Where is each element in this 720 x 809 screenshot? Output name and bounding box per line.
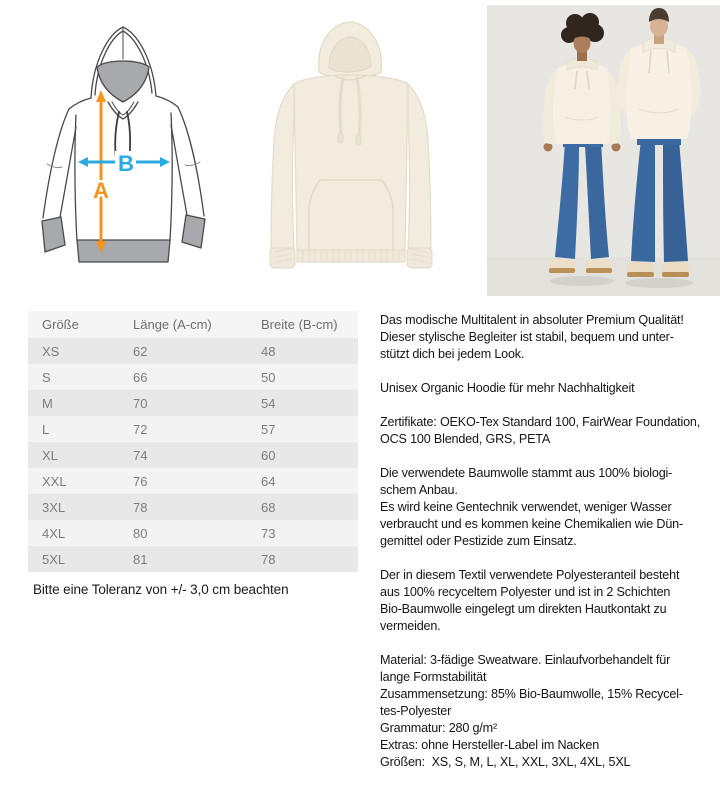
description-paragraph — [380, 312, 718, 363]
length-cell: 72 — [133, 421, 148, 437]
column-header: Größe — [42, 317, 79, 332]
width-cell: 64 — [261, 473, 276, 489]
description-paragraph — [380, 652, 718, 771]
width-cell: 50 — [261, 369, 276, 385]
description-line: Grammatur: 280 g/m² — [380, 721, 497, 735]
table-row — [28, 494, 358, 520]
length-cell: 70 — [133, 395, 148, 411]
width-cell: 54 — [261, 395, 276, 411]
length-cell: 78 — [133, 499, 148, 515]
models-wearing-hoodies — [487, 5, 720, 296]
description-line: aus 100% recyceltem Polyester und ist in 2 Schichten — [380, 585, 671, 599]
tolerance-note: Bitte eine Toleranz von +/- 3,0 cm beachten — [33, 582, 289, 597]
description-line: schem Anbau. — [380, 483, 458, 497]
product-photo-flat[interactable] — [237, 8, 465, 293]
table-row — [28, 416, 358, 442]
description-line: verbraucht und es kommen keine Chemikalien wie Dün- — [380, 517, 684, 531]
width-cell: 73 — [261, 525, 276, 541]
table-row — [28, 468, 358, 494]
description-line: OCS 100 Blended, GRS, PETA — [380, 432, 551, 446]
size-table — [28, 311, 358, 572]
table-row — [28, 390, 358, 416]
description-paragraph — [380, 414, 718, 448]
size-cell: XXL — [42, 473, 67, 489]
size-cell: 4XL — [42, 525, 66, 541]
table-row — [28, 338, 358, 364]
measure-arrow-a — [93, 90, 109, 253]
description-paragraph — [380, 380, 718, 397]
description-line: lange Formstabilität — [380, 670, 487, 684]
description-line: Größen: XS, S, M, L, XL, XXL, 3XL, 4XL, 5XL — [380, 755, 631, 769]
description-line: Zusammensetzung: 85% Bio-Baumwolle, 15% Recycel- — [380, 687, 683, 701]
description-line: Der in diesem Textil verwendete Polyesteranteil besteht — [380, 568, 680, 582]
length-cell: 81 — [133, 551, 148, 567]
width-cell: 48 — [261, 343, 276, 359]
table-row — [28, 520, 358, 546]
size-cell: 3XL — [42, 499, 66, 515]
length-cell: 74 — [133, 447, 148, 463]
product-photo-models[interactable] — [487, 5, 720, 296]
description-line: vermeiden. — [380, 619, 441, 633]
description-line: Die verwendete Baumwolle stammt aus 100% biologi- — [380, 466, 673, 480]
width-cell: 60 — [261, 447, 276, 463]
description-line: Material: 3-fädige Sweatware. Einlaufvorbehandelt für — [380, 653, 671, 667]
size-cell: M — [42, 395, 53, 411]
table-row — [28, 546, 358, 572]
table-row — [28, 364, 358, 390]
size-cell: S — [42, 369, 51, 385]
description-line: Es wird keine Gentechnik verwendet, weniger Wasser — [380, 500, 672, 514]
product-description — [380, 312, 718, 788]
size-cell: L — [42, 421, 50, 437]
size-cell: 5XL — [42, 551, 66, 567]
measure-b-label: B — [118, 151, 134, 176]
description-line: Das modische Multitalent in absoluter Premium Qualität! — [380, 313, 684, 327]
description-line: stützt dich bei jedem Look. — [380, 347, 525, 361]
measure-a-label: A — [93, 178, 109, 203]
description-line: Bio-Baumwolle eingelegt um direkten Hautkontakt zu — [380, 602, 667, 616]
width-cell: 78 — [261, 551, 276, 567]
description-line: tes-Polyester — [380, 704, 452, 718]
width-cell: 68 — [261, 499, 276, 515]
size-table-header-row — [28, 311, 358, 338]
description-paragraph — [380, 465, 718, 550]
column-header: Länge (A-cm) — [133, 317, 212, 332]
width-cell: 57 — [261, 421, 276, 437]
length-cell: 76 — [133, 473, 148, 489]
description-line: gemittel oder Pestizide zum Einsatz. — [380, 534, 577, 548]
length-cell: 62 — [133, 343, 148, 359]
description-line: Dieser stylische Begleiter ist stabil, bequem und unter- — [380, 330, 674, 344]
description-line: Zertifikate: OEKO-Tex Standard 100, FairWear Foundation, — [380, 415, 701, 429]
length-cell: 66 — [133, 369, 148, 385]
length-cell: 80 — [133, 525, 148, 541]
size-diagram-image[interactable] — [30, 12, 225, 290]
size-cell: XS — [42, 343, 60, 359]
table-row — [28, 442, 358, 468]
size-cell: XL — [42, 447, 58, 463]
cream-hoodie-flat — [237, 8, 465, 293]
size-table-body — [28, 338, 358, 572]
description-paragraph — [380, 567, 718, 635]
description-line: Extras: ohne Hersteller-Label im Nacken — [380, 738, 600, 752]
hoodie-line-drawing — [30, 12, 225, 290]
measure-arrow-b — [78, 151, 170, 176]
column-header: Breite (B-cm) — [261, 317, 338, 332]
description-line: Unisex Organic Hoodie für mehr Nachhaltigkeit — [380, 381, 635, 395]
